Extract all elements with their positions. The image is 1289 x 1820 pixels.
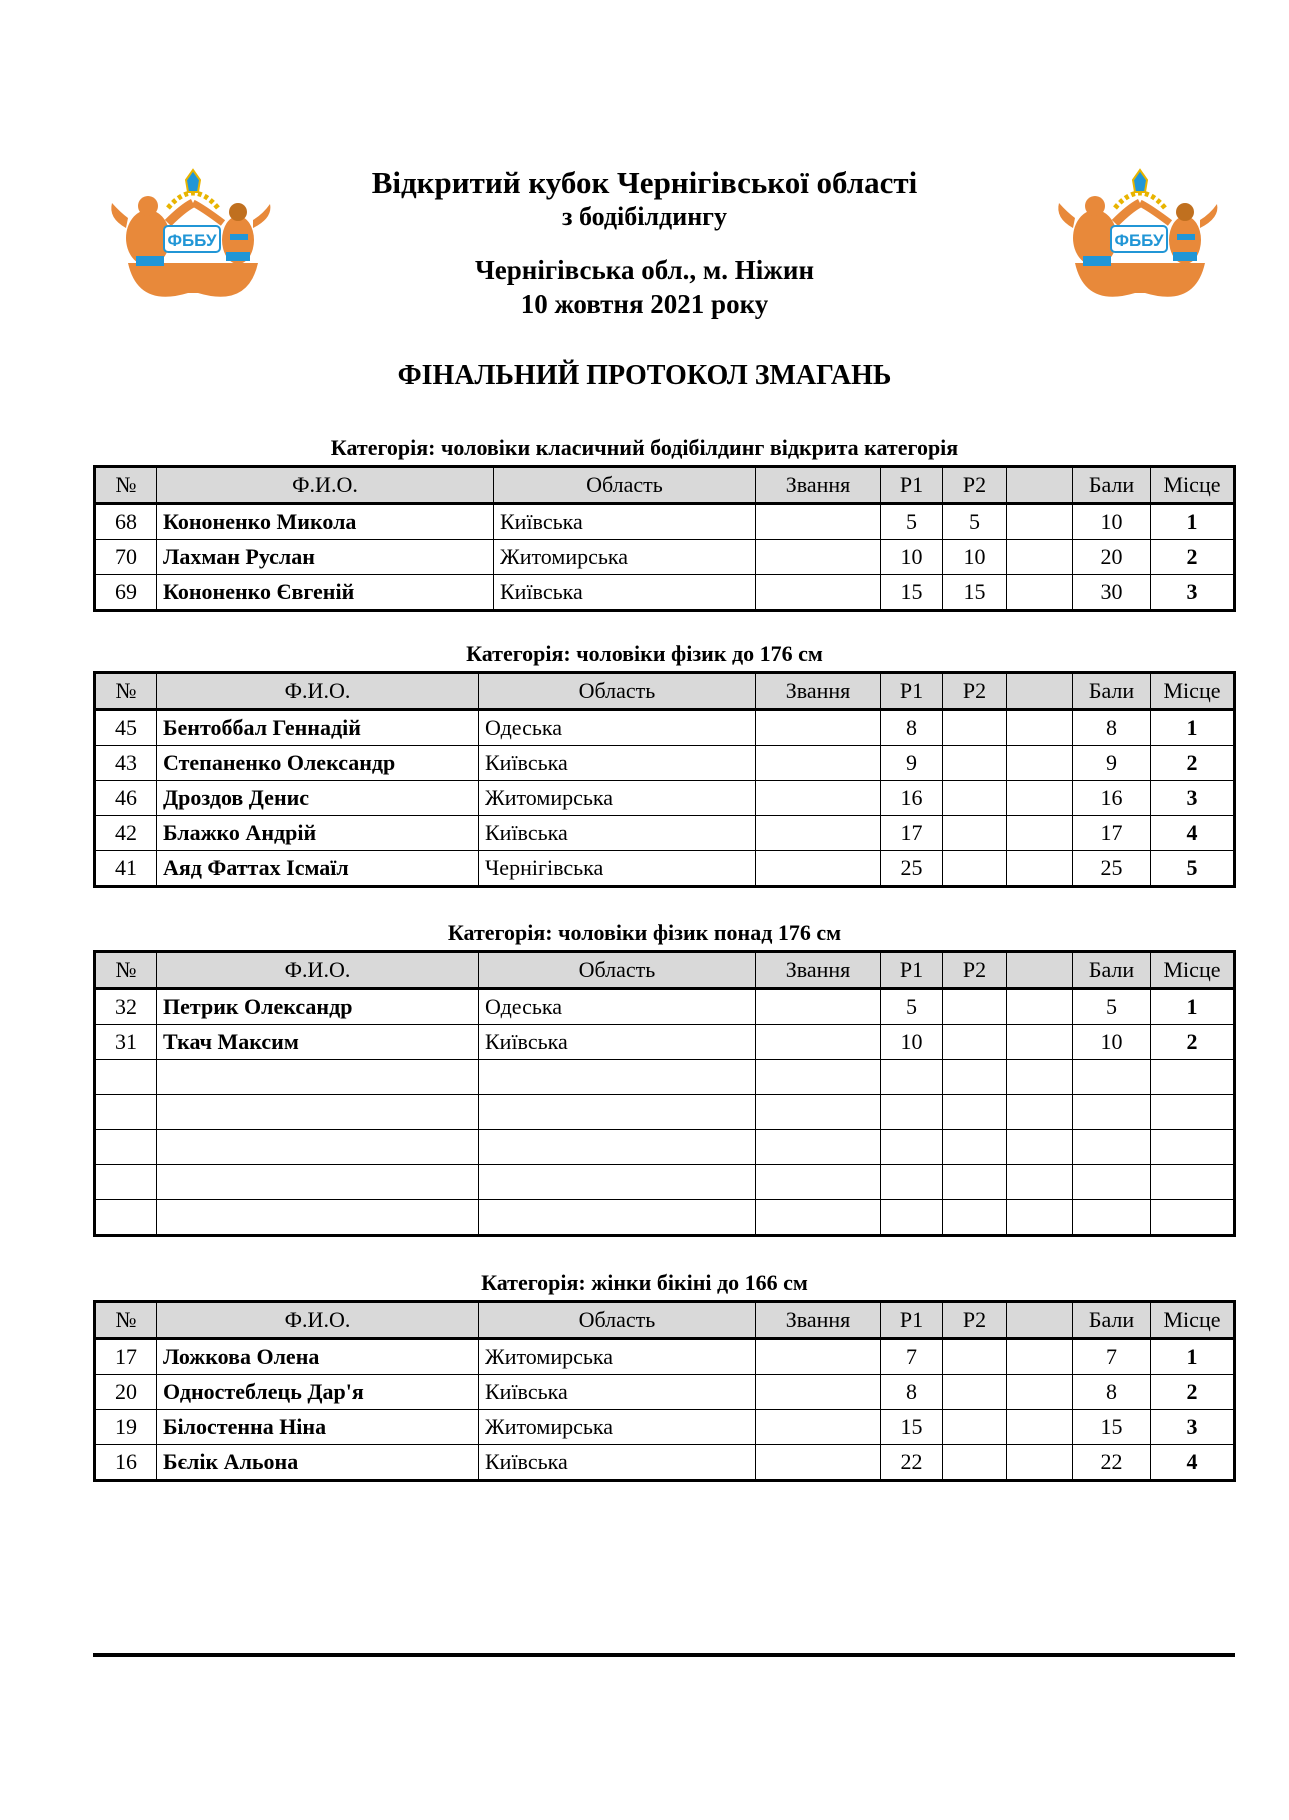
category-title: Категорія: чоловіки фізик понад 176 см [447,920,842,945]
cell-no: 43 [95,746,157,781]
cell-no: 45 [95,710,157,746]
cell-points: 9 [1073,746,1151,781]
column-header: Ф.И.О. [157,952,479,989]
cell-extra [1007,1060,1073,1095]
table-header-row [95,952,1235,989]
cell-no: 32 [95,989,157,1025]
cell-rank [756,816,881,851]
cell-place: 2 [1151,746,1235,781]
cell-p1: 7 [881,1339,943,1375]
cell-p2 [943,1445,1007,1481]
cell-p2: 5 [943,504,1007,540]
cell-p1 [881,1095,943,1130]
cell-extra [1007,1445,1073,1481]
footer-rule [93,1653,1235,1657]
cell-rank [756,1130,881,1165]
header-line-4: 10 жовтня 2021 року [520,289,769,319]
cell-points [1073,1200,1151,1236]
cell-name: Ложкова Олена [157,1339,479,1375]
column-header: Місце [1151,467,1235,504]
cell-points: 15 [1073,1410,1151,1445]
cell-no: 46 [95,781,157,816]
cell-p1 [881,1130,943,1165]
cell-p2 [943,989,1007,1025]
cell-extra [1007,781,1073,816]
results-table [93,950,1236,1237]
column-header: P1 [881,1302,943,1339]
column-header: Місце [1151,952,1235,989]
column-header: Бали [1073,673,1151,710]
cell-region [479,1130,756,1165]
column-header: P1 [881,673,943,710]
table-row [95,540,1235,575]
cell-name [157,1095,479,1130]
column-header: P1 [881,952,943,989]
cell-p2 [943,1095,1007,1130]
cell-name: Блажко Андрій [157,816,479,851]
cell-no: 68 [95,504,157,540]
cell-name [157,1200,479,1236]
category-title: Категорія: чоловіки класичний бодібілдинг відкрита категорія [330,435,959,460]
cell-place: 3 [1151,1410,1235,1445]
column-header: Місце [1151,1302,1235,1339]
document-header [0,165,1289,321]
column-header: Область [479,952,756,989]
cell-region [479,1060,756,1095]
table-row [95,816,1235,851]
table-row [95,1165,1235,1200]
cell-name: Степаненко Олександр [157,746,479,781]
table-row [95,504,1235,540]
cell-no: 41 [95,851,157,887]
column-header: № [95,1302,157,1339]
cell-p2 [943,781,1007,816]
column-header: P1 [881,467,943,504]
cell-extra [1007,851,1073,887]
table-header-row [95,673,1235,710]
cell-name [157,1165,479,1200]
cell-region: Київська [479,746,756,781]
cell-points: 5 [1073,989,1151,1025]
cell-p2 [943,1200,1007,1236]
column-header: № [95,673,157,710]
cell-no: 16 [95,1445,157,1481]
cell-name [157,1130,479,1165]
cell-region [479,1165,756,1200]
cell-rank [756,504,881,540]
cell-p2 [943,710,1007,746]
cell-rank [756,1410,881,1445]
results-table [93,671,1236,888]
cell-no: 70 [95,540,157,575]
results-table [93,465,1236,612]
logo-text: ФББУ [167,231,217,250]
column-header: № [95,952,157,989]
cell-extra [1007,710,1073,746]
column-header: Область [479,1302,756,1339]
cell-name: Аяд Фаттах Ісмаїл [157,851,479,887]
column-header: Область [494,467,756,504]
column-header: Ф.И.О. [157,1302,479,1339]
cell-place: 4 [1151,816,1235,851]
cell-extra [1007,1410,1073,1445]
cell-region [479,1200,756,1236]
column-header: Бали [1073,1302,1151,1339]
cell-place [1151,1095,1235,1130]
cell-place: 4 [1151,1445,1235,1481]
table-row [95,1445,1235,1481]
cell-extra [1007,816,1073,851]
table-row [95,1130,1235,1165]
cell-name: Бєлік Альона [157,1445,479,1481]
cell-rank [756,746,881,781]
cell-p1: 10 [881,1025,943,1060]
cell-p1: 22 [881,1445,943,1481]
cell-p1: 25 [881,851,943,887]
cell-region: Житомирська [479,781,756,816]
table-row [95,1410,1235,1445]
cell-extra [1007,504,1073,540]
cell-points: 20 [1073,540,1151,575]
cell-p1: 17 [881,816,943,851]
cell-region: Київська [479,1445,756,1481]
logo-text: ФББУ [1114,231,1164,250]
cell-place: 2 [1151,1375,1235,1410]
table-row [95,710,1235,746]
column-header: Бали [1073,952,1151,989]
cell-region: Житомирська [494,540,756,575]
cell-no: 17 [95,1339,157,1375]
cell-region: Київська [479,1025,756,1060]
cell-name [157,1060,479,1095]
cell-extra [1007,1130,1073,1165]
table-row [95,575,1235,611]
cell-place: 2 [1151,1025,1235,1060]
column-header: Ф.И.О. [157,673,479,710]
column-header: Місце [1151,673,1235,710]
cell-region: Одеська [479,989,756,1025]
cell-points: 8 [1073,1375,1151,1410]
cell-p1 [881,1060,943,1095]
table-row [95,1200,1235,1236]
column-header: Бали [1073,467,1151,504]
cell-rank [756,1060,881,1095]
cell-p2: 10 [943,540,1007,575]
cell-points: 10 [1073,504,1151,540]
cell-extra [1007,1025,1073,1060]
column-header: Ф.И.О. [157,467,494,504]
cell-name: Лахман Руслан [157,540,494,575]
cell-p1: 9 [881,746,943,781]
cell-place [1151,1165,1235,1200]
table-row [95,781,1235,816]
column-header: P2 [943,673,1007,710]
cell-p1: 5 [881,989,943,1025]
column-header [1007,952,1073,989]
column-header: Звання [756,467,881,504]
column-header [1007,673,1073,710]
cell-name: Білостенна Ніна [157,1410,479,1445]
cell-name: Кононенко Євгеній [157,575,494,611]
cell-points: 8 [1073,710,1151,746]
cell-points [1073,1165,1151,1200]
cell-name: Ткач Максим [157,1025,479,1060]
cell-p2 [943,816,1007,851]
cell-no: 20 [95,1375,157,1410]
cell-p1: 15 [881,575,943,611]
cell-no [95,1060,157,1095]
cell-points [1073,1130,1151,1165]
cell-no: 42 [95,816,157,851]
header-line-1: Відкритий кубок Чернігівської області [371,165,918,200]
column-header: P2 [943,1302,1007,1339]
column-header: Звання [756,1302,881,1339]
cell-place: 1 [1151,504,1235,540]
cell-region: Житомирська [479,1339,756,1375]
cell-points: 30 [1073,575,1151,611]
cell-p1 [881,1165,943,1200]
cell-extra [1007,989,1073,1025]
column-header: P2 [943,467,1007,504]
cell-rank [756,1025,881,1060]
cell-region: Київська [494,504,756,540]
table-row [95,1375,1235,1410]
cell-rank [756,575,881,611]
cell-rank [756,1165,881,1200]
cell-name: Дроздов Денис [157,781,479,816]
column-header: Звання [756,952,881,989]
results-table [93,1300,1236,1482]
column-header [1007,1302,1073,1339]
cell-extra [1007,540,1073,575]
table-row [95,1095,1235,1130]
document-title: ФІНАЛЬНИЙ ПРОТОКОЛ ЗМАГАНЬ [397,360,892,391]
cell-points: 16 [1073,781,1151,816]
cell-place [1151,1200,1235,1236]
cell-rank [756,1339,881,1375]
cell-rank [756,1200,881,1236]
cell-p1: 15 [881,1410,943,1445]
table-header-row [95,1302,1235,1339]
cell-p2 [943,1025,1007,1060]
cell-rank [756,1375,881,1410]
cell-p2 [943,851,1007,887]
cell-p1: 16 [881,781,943,816]
cell-place [1151,1130,1235,1165]
cell-place: 5 [1151,851,1235,887]
cell-points [1073,1095,1151,1130]
cell-p1: 5 [881,504,943,540]
cell-p1: 10 [881,540,943,575]
cell-points: 10 [1073,1025,1151,1060]
cell-name: Одностеблець Дар'я [157,1375,479,1410]
cell-no: 31 [95,1025,157,1060]
cell-region: Київська [479,816,756,851]
cell-region: Житомирська [479,1410,756,1445]
table-row [95,746,1235,781]
table-header-row [95,467,1235,504]
cell-p1: 8 [881,1375,943,1410]
cell-p2: 15 [943,575,1007,611]
table-row [95,1060,1235,1095]
cell-no [95,1200,157,1236]
table-row [95,1339,1235,1375]
column-header: Звання [756,673,881,710]
cell-no: 69 [95,575,157,611]
cell-p2 [943,1375,1007,1410]
header-line-2: з бодібілдингу [562,202,727,231]
cell-extra [1007,575,1073,611]
cell-region [479,1095,756,1130]
cell-region: Одеська [479,710,756,746]
column-header [1007,467,1073,504]
cell-points [1073,1060,1151,1095]
header-line-3: Чернігівська обл., м. Ніжин [474,255,815,285]
cell-name: Петрик Олександр [157,989,479,1025]
cell-name: Бентоббал Геннадій [157,710,479,746]
cell-no: 19 [95,1410,157,1445]
cell-region: Київська [479,1375,756,1410]
cell-rank [756,989,881,1025]
cell-p2 [943,1060,1007,1095]
cell-extra [1007,1165,1073,1200]
cell-place [1151,1060,1235,1095]
cell-points: 25 [1073,851,1151,887]
cell-place: 1 [1151,710,1235,746]
cell-place: 3 [1151,575,1235,611]
cell-points: 17 [1073,816,1151,851]
cell-p1 [881,1200,943,1236]
table-row [95,989,1235,1025]
table-row [95,1025,1235,1060]
cell-rank [756,710,881,746]
cell-points: 22 [1073,1445,1151,1481]
cell-p2 [943,746,1007,781]
cell-rank [756,1445,881,1481]
cell-no [95,1130,157,1165]
cell-extra [1007,746,1073,781]
category-title: Категорія: жінки бікіні до 166 см [481,1270,808,1295]
cell-rank [756,540,881,575]
cell-place: 1 [1151,989,1235,1025]
category-title: Категорія: чоловіки фізик до 176 см [466,641,823,666]
cell-extra [1007,1375,1073,1410]
cell-points: 7 [1073,1339,1151,1375]
cell-name: Кононенко Микола [157,504,494,540]
cell-rank [756,1095,881,1130]
cell-extra [1007,1339,1073,1375]
table-row [95,851,1235,887]
cell-p2 [943,1165,1007,1200]
cell-p2 [943,1339,1007,1375]
cell-p1: 8 [881,710,943,746]
cell-region: Київська [494,575,756,611]
column-header: Область [479,673,756,710]
cell-p2 [943,1130,1007,1165]
cell-no [95,1095,157,1130]
cell-region: Чернігівська [479,851,756,887]
cell-extra [1007,1200,1073,1236]
cell-extra [1007,1095,1073,1130]
cell-rank [756,781,881,816]
column-header: P2 [943,952,1007,989]
cell-place: 3 [1151,781,1235,816]
cell-p2 [943,1410,1007,1445]
cell-rank [756,851,881,887]
cell-no [95,1165,157,1200]
cell-place: 1 [1151,1339,1235,1375]
column-header: № [95,467,157,504]
cell-place: 2 [1151,540,1235,575]
